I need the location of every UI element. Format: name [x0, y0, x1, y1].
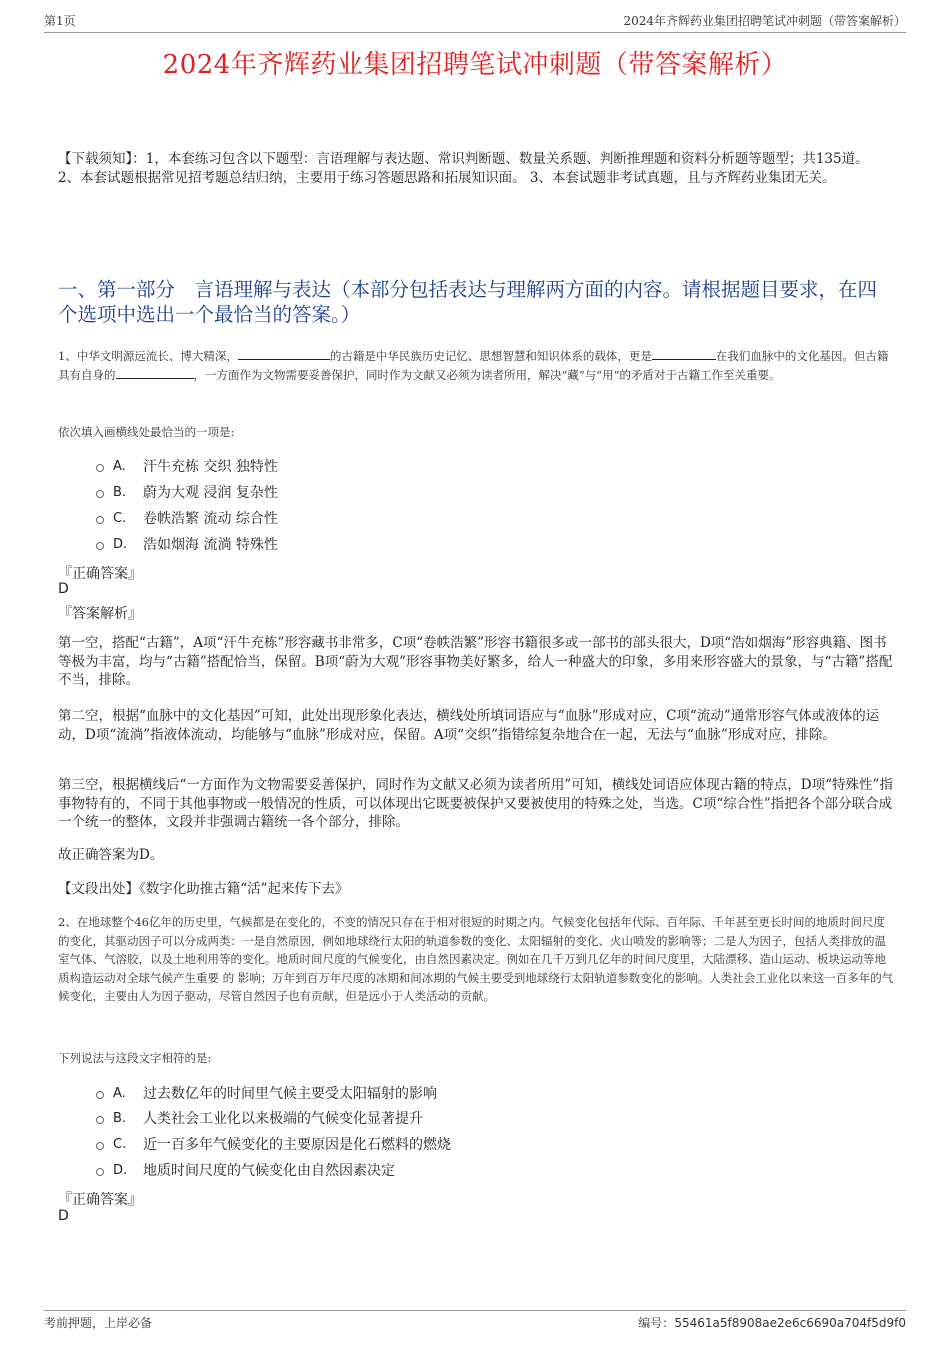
option-text: 地质时间尺度的气候变化由自然因素决定 [143, 1163, 395, 1179]
footer-code [638, 1314, 906, 1331]
radio-icon[interactable] [96, 490, 104, 498]
option-letter: A. [113, 458, 126, 474]
option-text: 卷帙浩繁 流动 综合性 [143, 511, 278, 527]
question-2-text: 2、在地球整个46亿年的历史里，气候都是在变化的，不变的情况只存在于相对很短的时期之内。气候变化包括年代际、百年际、千年甚至更长时间的地质时间尺度的变化，其驱动因子可以分成两类：一是自然原因，例如地球绕行太阳的轨道参数的变化、太阳辐射的变化、火山喷发的影响等；二是人为因子，包括人类排放的温室气体、气溶胶，以及土地利用等的变化。地质时间尺度的气候变化，由自然因素决定。例如在几千万到几亿年的时间尺度里，大陆漂移、造山运动、板块运动等地质构造运动对全球气候产生重要 的 影响；万年到百万年尺度的冰期和间冰期的气候主要受到地球绕行太阳轨道参数变化的影响。人类社会工业化以来这一百多年的气候变化，主要由人为因子驱动，尽管自然因子也有贡献，但是远小于人类活动的贡献。 [58, 915, 894, 1003]
code-value: 55461a5f8908ae2e6c6690a704f5d9f0 [674, 1316, 906, 1330]
answer-label: 『正确答案』 [58, 566, 142, 582]
option-letter: C. [113, 510, 127, 526]
q1-text-part1: 1、中华文明源远流长、博大精深， [58, 349, 238, 363]
question-1-prompt: 依次填入画横线处最恰当的一项是: [58, 425, 235, 439]
radio-icon[interactable] [96, 464, 104, 472]
q1-text-part2: 的古籍是中华民族历史记忆、思想智慧和知识体系的载体，更是 [329, 349, 652, 363]
option-letter: D. [113, 536, 128, 552]
option-b[interactable] [96, 482, 278, 502]
page-number: 第1页 [44, 14, 76, 28]
code-label: 编号： [638, 1316, 675, 1330]
radio-icon[interactable] [96, 1142, 104, 1150]
option-c[interactable] [96, 1134, 451, 1154]
option-c[interactable] [96, 508, 278, 528]
radio-icon[interactable] [96, 516, 104, 524]
radio-icon[interactable] [96, 1091, 104, 1099]
analysis-paragraph-2: 第二空，根据“血脉中的文化基因”可知，此处出现形象化表达，横线处所填词语应与“血脉”形成对应，C项“流动”通常形容气体或液体的运动，D项“流淌”指液体流动，均能够与“血脉”形成对应，保留。A项“交织”指错综复杂地合在一起，无法与“血脉”形成对应，排除。 [58, 708, 880, 743]
answer-label: 『正确答案』 [58, 1192, 142, 1208]
section-heading: 一、第一部分 言语理解与表达（本部分包括表达与理解两方面的内容。请根据题目要求，在四个选项中选出一个最恰当的答案。） [58, 278, 878, 326]
fill-blank [238, 347, 330, 360]
analysis-paragraph-3: 第三空，根据横线后“一方面作为文物需要妥善保护，同时作为文献又必须为读者所用”可知，横线处词语应体现古籍的特点，D项“特殊性”指事物特有的，不同于其他事物或一般情况的性质，可以体现出它既要被保护又要被使用的特殊之处，当选。C项“综合性”指把各个部分联合成一个统一的整体，文段并非强调古籍统一各个部分，排除。 [58, 777, 893, 830]
answer-value: D [58, 1208, 69, 1224]
analysis-label: 『答案解析』 [58, 606, 142, 622]
option-letter: B. [113, 484, 127, 500]
q1-text-part3: 在我们血脉中的文化基因。但古籍具有自身的 [58, 349, 889, 382]
answer-value: D [58, 581, 69, 597]
option-a[interactable] [96, 456, 278, 476]
footer-slogan: 考前押题，上岸必备 [44, 1316, 153, 1330]
radio-icon[interactable] [96, 542, 104, 550]
analysis-conclusion: 故正确答案为D。 [58, 847, 164, 863]
fill-blank [116, 366, 194, 379]
option-text: 汗牛充栋 交织 独特性 [143, 459, 278, 475]
option-text: 过去数亿年的时间里气候主要受太阳辐射的影响 [143, 1086, 437, 1102]
option-letter: B. [113, 1110, 127, 1126]
option-text: 近一百多年气候变化的主要原因是化石燃料的燃烧 [143, 1137, 451, 1153]
header-doc-title: 2024年齐辉药业集团招聘笔试冲刺题（带答案解析） [623, 14, 906, 28]
analysis-paragraph-1: 第一空，搭配“古籍”，A项“汗牛充栋”形容藏书非常多，C项“卷帙浩繁”形容书籍很多或一部书的部头很大，D项“浩如烟海”形容典籍、图书等极为丰富，均与“古籍”搭配恰当，保留。B项“蔚为大观”形容事物美好繁多，给人一种盛大的印象，多用来形容盛大的景象，与“古籍”搭配不当，排除。 [58, 635, 893, 688]
download-notice: 【下载须知】：1，本套练习包含以下题型：言语理解与表达题、常识判断题、数量关系题、判断推理题和资料分析题等题型；共135道。 2、本套试题根据常见招考题总结归纳，主要用于练习答题思路和拓展知识面。 3、本套试题非考试真题，且与齐辉药业集团无关。 [58, 151, 869, 186]
option-letter: C. [113, 1136, 127, 1152]
q1-text-part4: ，一方面作为文物需要妥善保护，同时作为文献又必须为读者所用，解决“藏”与“用”的矛盾对于古籍工作至关重要。 [193, 367, 781, 382]
option-d[interactable] [96, 534, 278, 554]
option-letter: A. [113, 1085, 126, 1101]
option-letter: D. [113, 1162, 128, 1178]
page-header [44, 12, 906, 33]
radio-icon[interactable] [96, 1168, 104, 1176]
footer-divider [44, 1310, 906, 1311]
fill-blank [652, 347, 716, 360]
option-d[interactable] [96, 1160, 395, 1180]
option-text: 人类社会工业化以来极端的气候变化显著提升 [143, 1111, 423, 1127]
option-text: 蔚为大观 浸润 复杂性 [143, 485, 278, 501]
source-citation: 【文段出处】《数字化助推古籍“活”起来传下去》 [58, 881, 349, 897]
option-a[interactable] [96, 1083, 437, 1103]
question-1-text [58, 347, 896, 384]
option-text: 浩如烟海 流淌 特殊性 [143, 537, 278, 553]
option-b[interactable] [96, 1108, 423, 1128]
document-title: 2024年齐辉药业集团招聘笔试冲刺题（带答案解析） [162, 50, 788, 80]
question-2-prompt: 下列说法与这段文字相符的是: [58, 1051, 212, 1065]
radio-icon[interactable] [96, 1116, 104, 1124]
